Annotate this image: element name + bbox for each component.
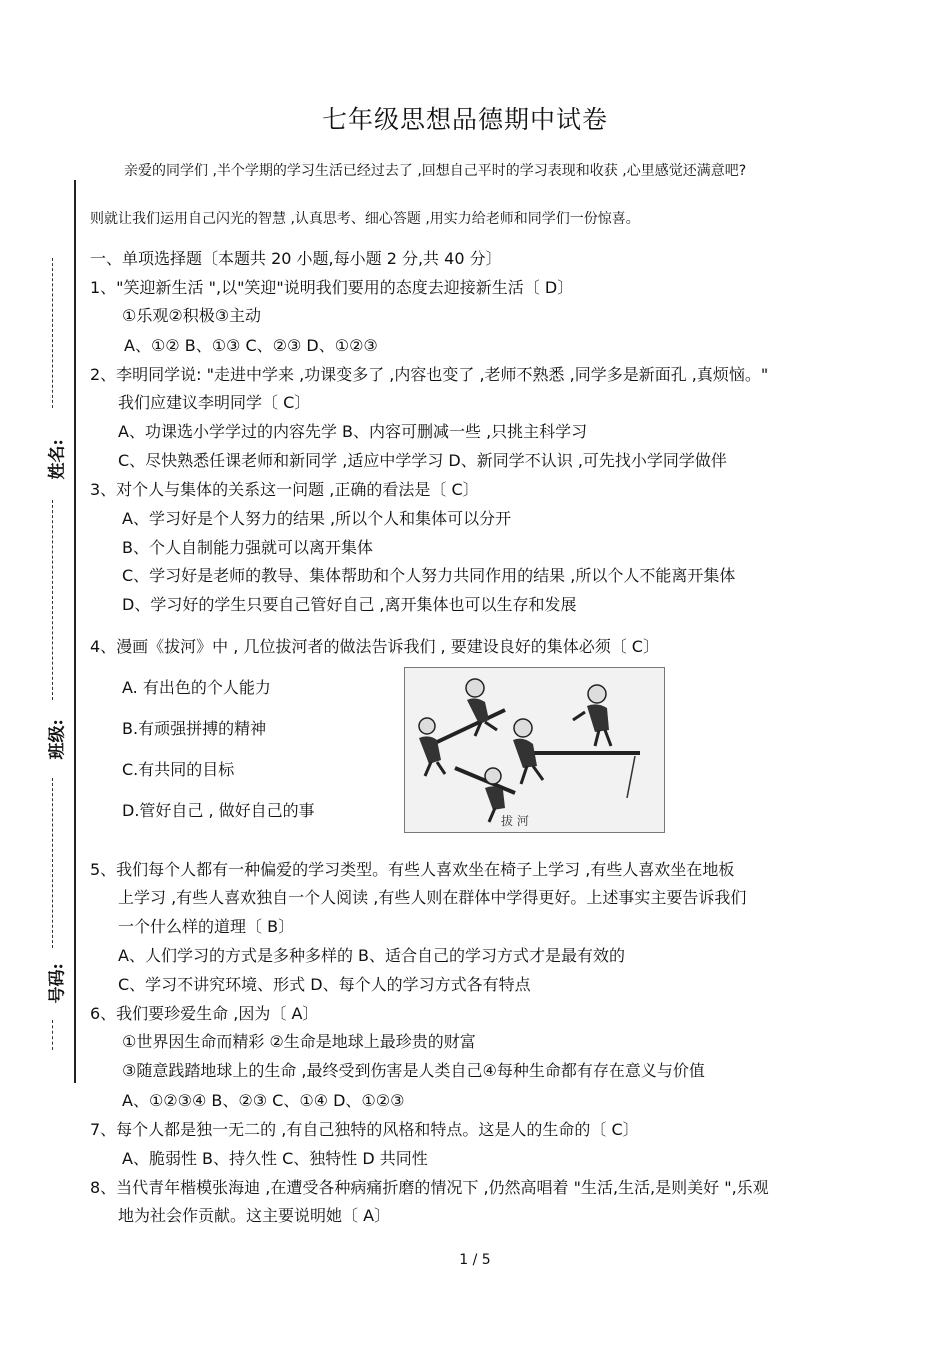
q4-option-d: D.管好自己 , 做好自己的事 [122, 801, 315, 820]
name-field-label: 姓名: [47, 439, 68, 480]
q1-options: A、①② B、①③ C、②③ D、①②③ [124, 336, 378, 355]
q3-option-b: B、个人自制能力强就可以离开集体 [122, 538, 373, 557]
q5-stem-1: 5、我们每个人都有一种偏爱的学习类型。有些人喜欢坐在椅子上学习 ,有些人喜欢坐在地板 [90, 860, 735, 879]
q4-option-c: C.有共同的目标 [122, 760, 235, 779]
q8-stem-2: 地为社会作贡献。这主要说明她〔 A〕 [118, 1206, 391, 1225]
q6-options: A、①②③④ B、②③ C、①④ D、①②③ [122, 1091, 405, 1110]
q3-option-d: D、学习好的学生只要自己管好自己 ,离开集体也可以生存和发展 [122, 595, 577, 614]
q4-stem: 4、漫画《拔河》中 , 几位拔河者的做法告诉我们 , 要建设良好的集体必须〔 C〕 [90, 637, 659, 656]
q1-stem: 1、"笑迎新生活 ",以"笑迎"说明我们要用的态度去迎接新生活〔 D〕 [90, 278, 574, 297]
q5-stem-2: 上学习 ,有些人喜欢独自一个人阅读 ,有些人则在群体中学得更好。上述事实主要告诉我们 [118, 888, 747, 907]
q7-stem: 7、每个人都是独一无二的 ,有自己独特的风格和特点。这是人的生命的〔 C〕 [90, 1120, 639, 1139]
q4-option-a: A. 有出色的个人能力 [122, 678, 271, 697]
q5-stem-3: 一个什么样的道理〔 B〕 [118, 917, 295, 936]
q7-options: A、脆弱性 B、持久性 C、独特性 D 共同性 [122, 1149, 428, 1168]
q1-sub: ①乐观②积极③主动 [122, 306, 262, 325]
q5-options-cd: C、学习不讲究环境、形式 D、每个人的学习方式各有特点 [118, 975, 531, 994]
cartoon-caption: 拔 河 [501, 814, 529, 828]
q2-stem-2: 我们应建议李明同学〔 C〕 [118, 393, 311, 412]
q6-sub-2: ③随意践踏地球上的生命 ,最终受到伤害是人类自己④每种生命都有存在意义与价值 [122, 1061, 705, 1080]
margin-dash [52, 778, 53, 948]
section-heading: 一、单项选择题〔本题共 20 小题,每小题 2 分,共 40 分〕 [90, 249, 502, 268]
margin-rule [74, 180, 76, 1083]
q3-option-c: C、学习好是老师的教导、集体帮助和个人努力共同作用的结果 ,所以个人不能离开集体 [122, 566, 736, 585]
q6-sub-1: ①世界因生命而精彩 ②生命是地球上最珍贵的财富 [122, 1032, 476, 1051]
tug-of-war-cartoon [404, 667, 665, 833]
cartoon-drawing [405, 668, 664, 832]
q8-stem-1: 8、当代青年楷模张海迪 ,在遭受各种病痛折磨的情况下 ,仍然高唱着 "生活,生活,是则美好 ",乐观 [90, 1178, 769, 1197]
q2-options-cd: C、尽快熟悉任课老师和新同学 ,适应中学学习 D、新同学不认识 ,可先找小学同学做伴 [118, 451, 727, 470]
intro-line-1: 亲爱的同学们 ,半个学期的学习生活已经过去了 ,回想自己平时的学习表现和收获 ,心里感觉还满意吧? [124, 163, 747, 179]
q2-stem-1: 2、李明同学说: "走进中学来 ,功课变多了 ,内容也变了 ,老师不熟悉 ,同学多是新面孔 ,真烦恼。" [90, 365, 769, 384]
margin-dash [52, 1020, 53, 1050]
margin-dash [52, 258, 53, 408]
q2-options-ab: A、功课选小学学过的内容先学 B、内容可删减一些 ,只挑主科学习 [118, 422, 588, 441]
class-field-label: 班级: [47, 719, 68, 760]
q3-stem: 3、对个人与集体的关系这一问题 ,正确的看法是〔 C〕 [90, 480, 479, 499]
page-number: 1 / 5 [459, 1252, 491, 1268]
q5-options-ab: A、人们学习的方式是多种多样的 B、适合自己的学习方式才是最有效的 [118, 946, 626, 965]
number-field-label: 号码: [47, 963, 68, 1004]
page-title: 七年级思想品德期中试卷 [321, 105, 608, 134]
q6-stem: 6、我们要珍爱生命 ,因为〔 A〕 [90, 1004, 319, 1023]
q3-option-a: A、学习好是个人努力的结果 ,所以个人和集体可以分开 [122, 509, 512, 528]
margin-dash [52, 500, 53, 700]
q4-option-b: B.有顽强拼搏的精神 [122, 719, 267, 738]
intro-line-2: 则就让我们运用自己闪光的智慧 ,认真思考、细心答题 ,用实力给老师和同学们一份惊喜。 [90, 211, 640, 227]
